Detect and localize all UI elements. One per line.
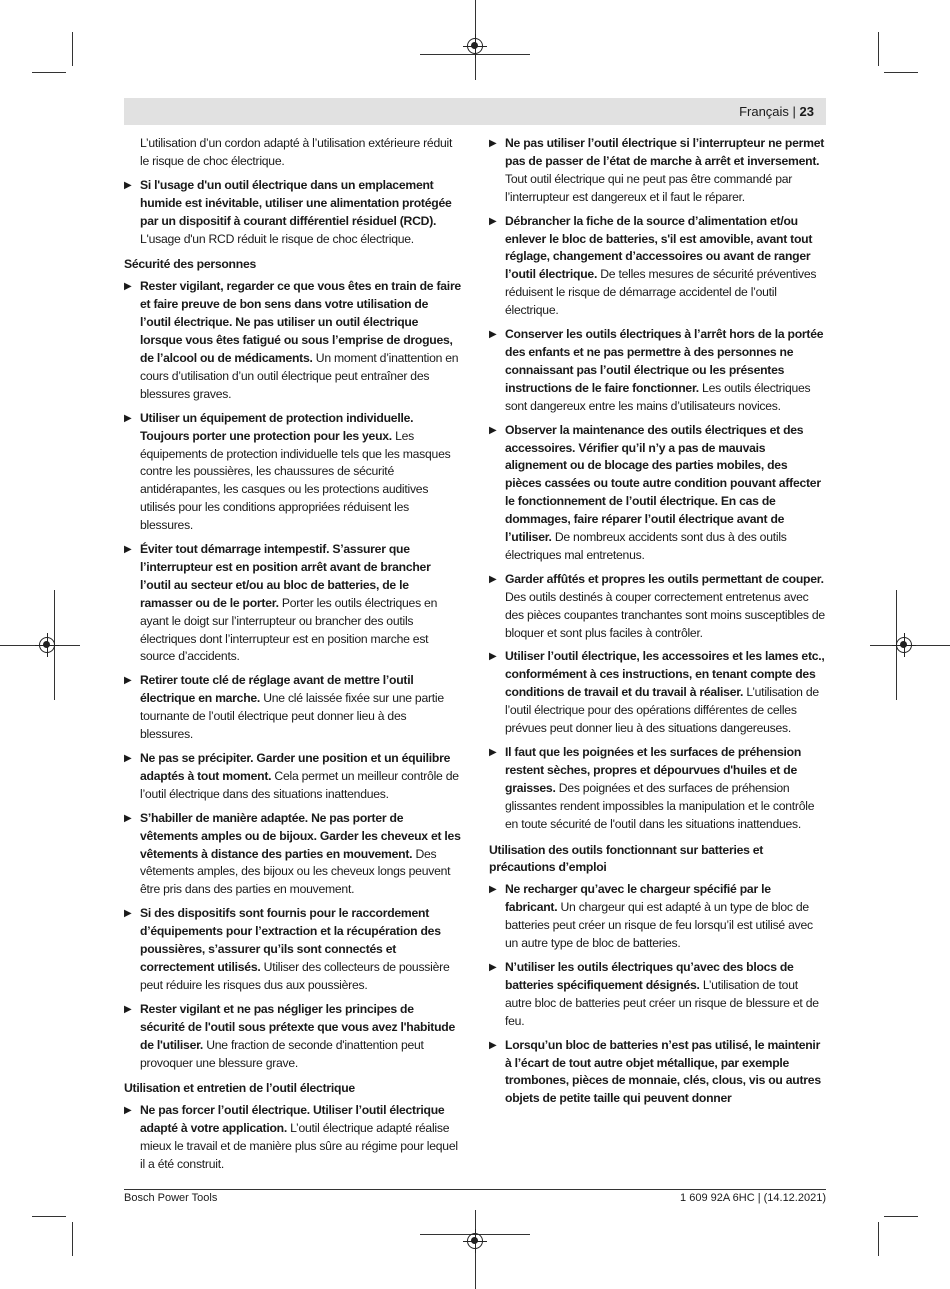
list-item: ▶ Éviter tout démarrage intempestif. S’assurer que l’interrupteur est en position arrêt avant de brancher l’outil au secteur et/ou au bloc de batteries, de le ramasser ou de le porter. Porter les outils électriques en ayant le doigt sur l’interrupteur ou brancher des outils électriques dont l’interrupteur est en position marche est source d’accidents. [124, 542, 438, 664]
list-item: ▶ Si des dispositifs sont fournis pour le raccordement d’équipements pour l’extraction et la récupération des poussières, s’assurer qu’ils sont connectés et correctement utilisés. Utiliser des collecteurs de poussière peut réduire les risques dus aux poussières. [124, 906, 450, 992]
list-item: ▶ Rester vigilant et ne pas négliger les principes de sécurité de l'outil sous prétexte que vous avez l'habitude de l'utiliser. Une fraction de seconde d'inattention peut provoquer une blessure grave. [124, 1001, 456, 1070]
registration-target-icon [39, 637, 55, 653]
crop-mark [32, 1216, 66, 1217]
list-item: ▶ Lorsqu’un bloc de batteries n’est pas utilisé, le maintenir à l’écart de tout autre objet métallique, par exemple trombones, pièces de monnaie, clés, clous, vis ou autres objets de petite taille qui peuvent donner [489, 1037, 821, 1106]
page-header [739, 104, 814, 119]
header-language: Français [739, 104, 789, 119]
left-column [124, 135, 461, 1180]
list-item: ▶ Ne pas se précipiter. Garder une position et un équilibre adaptés à tout moment. Cela permet un meilleur contrôle de l’outil électrique dans des situations inattendues. [124, 751, 459, 801]
footer-document-code: 1 609 92A 6HC | (14.12.2021) [680, 1192, 826, 1204]
list-item: ▶ Utiliser un équipement de protection individuelle. Toujours porter une protection pour les yeux. Les équipements de protection individuelle tels que les masques contre les poussières, les chaussures de sécurité antidérapantes, les casques ou les protections auditives utilisés pour les conditions appropriées réduisent les blessures. [124, 410, 451, 533]
list-item: ▶ Conserver les outils électriques à l’arrêt hors de la portée des enfants et ne pas permettre à des personnes ne connaissant pas l’outil électrique ou les présentes instructions de le faire fonctionner. Les outils électriques sont dangereux entre les mains d’utilisateurs novices. [489, 327, 824, 413]
crop-mark [878, 32, 879, 66]
arrow-bullet-icon: ▶ [124, 812, 132, 824]
list-item: ▶ Il faut que les poignées et les surfaces de préhension restent sèches, propres et dépourvues d'huiles et de graisses. Des poignées et des surfaces de préhension glissantes rendent impossibles la manipulation et le contrôle en toute sécurité de l'outil dans les situations inattendues. [489, 745, 815, 831]
arrow-bullet-icon: ▶ [489, 138, 497, 149]
list-item: ▶ Observer la maintenance des outils électriques et des accessoires. Vérifier qu’il n’y a pas de mauvais alignement ou de blocage des parties mobiles, des pièces cassées ou toute autre condition pouvant affecter le fonctionnement de l’outil électrique. En cas de dommages, faire réparer l’outil électrique avant de l’utiliser. De nombreux accidents sont dus à des outils électriques mal entretenus. [489, 422, 821, 562]
registration-target-icon [467, 1233, 483, 1249]
arrow-bullet-icon: ▶ [124, 1003, 132, 1015]
list-item: ▶ Ne pas utiliser l’outil électrique si l’interrupteur ne permet pas de passer de l’état de marche à arrêt et inversement. Tout outil électrique qui ne peut pas être commandé par l’interrupteur est dangereux et il faut le réparer. [489, 136, 825, 204]
right-column [489, 135, 826, 1114]
crop-mark [884, 72, 918, 73]
arrow-bullet-icon: ▶ [124, 908, 132, 920]
section-heading: Utilisation des outils fonctionnant sur batteries et précautions d’emploi [489, 842, 764, 875]
arrow-bullet-icon: ▶ [489, 651, 497, 663]
list-item: ▶ Utiliser l’outil électrique, les accessoires et les lames etc., conformément à ces instructions, en tenant compte des conditions de travail et du travail à réaliser. L’utilisation de l’outil électrique pour des opérations différentes de celles prévues peut donner lieu à des situations dangereuses. [489, 649, 825, 736]
section-heading: Sécurité des personnes [124, 257, 257, 272]
list-item: ▶ Débrancher la fiche de la source d’alimentation et/ou enlever le bloc de batteries, s'il est amovible, avant tout réglage, changement d’accessoires ou avant de ranger l’outil électrique. De telles mesures de sécurité préventives réduisent le risque de démarrage accidentel de l’outil électrique. [489, 213, 817, 318]
list-item: ▶ Garder affûtés et propres les outils permettant de couper. Des outils destinés à couper correctement entretenus avec des pièces coupantes tranchantes sont moins susceptibles de bloquer et sont plus faciles à contrôler. [489, 571, 825, 640]
crop-mark [884, 1216, 918, 1217]
list-item: ▶ Ne pas forcer l’outil électrique. Utiliser l’outil électrique adapté à votre application. L’outil électrique adapté réalise mieux le travail et de manière plus sûre au régime pour lequel il a été construit. [124, 1103, 458, 1172]
list-item: ▶ Ne recharger qu’avec le chargeur spécifié par le fabricant. Un chargeur qui est adapté à un type de bloc de batteries peut créer un risque de feu lorsqu’il est utilisé avec un autre type de bloc de batteries. [489, 882, 813, 951]
list-item: ▶ Si l'usage d'un outil électrique dans un emplacement humide est inévitable, utiliser une alimentation protégée par un dispositif à courant différentiel résiduel (RCD). L'usage d'un RCD réduit le risque de choc électrique. [124, 177, 452, 246]
arrow-bullet-icon: ▶ [124, 412, 132, 424]
header-separator: | [788, 104, 800, 119]
header-band [124, 98, 826, 125]
crop-mark [72, 32, 73, 66]
arrow-bullet-icon: ▶ [124, 753, 132, 764]
footer-divider [124, 1189, 826, 1190]
crop-mark [878, 1222, 879, 1256]
list-item: ▶ Retirer toute clé de réglage avant de mettre l’outil électrique en marche. Une clé laissée fixée sur une partie tournante de l’outil électrique peut donner lieu à des blessures. [124, 673, 444, 742]
arrow-bullet-icon: ▶ [489, 573, 497, 585]
list-item: ▶ Rester vigilant, regarder ce que vous êtes en train de faire et faire preuve de bon sens dans votre utilisation de l’outil électrique. Ne pas utiliser un outil électrique lorsque vous êtes fatigué ou sous l’emprise de drogues, de l’alcool ou de médicaments. Un moment d’inattention en cours d’utilisation d’un outil électrique peut entraîner des blessures graves. [124, 279, 461, 401]
page-number: 23 [799, 104, 814, 119]
section-heading: Utilisation et entretien de l’outil électrique [124, 1081, 355, 1096]
arrow-bullet-icon: ▶ [124, 1105, 132, 1117]
footer-brand: Bosch Power Tools [124, 1192, 218, 1204]
arrow-bullet-icon: ▶ [124, 544, 132, 556]
arrow-bullet-icon: ▶ [489, 747, 497, 758]
arrow-bullet-icon: ▶ [489, 1039, 497, 1051]
intro-paragraph: L’utilisation d’un cordon adapté à l’utilisation extérieure réduit le risque de choc électrique. [140, 136, 453, 168]
arrow-bullet-icon: ▶ [489, 424, 497, 436]
arrow-bullet-icon: ▶ [124, 675, 132, 687]
arrow-bullet-icon: ▶ [489, 329, 497, 341]
arrow-bullet-icon: ▶ [489, 961, 497, 973]
arrow-bullet-icon: ▶ [489, 215, 497, 227]
arrow-bullet-icon: ▶ [124, 281, 132, 293]
arrow-bullet-icon: ▶ [124, 179, 132, 191]
list-item: ▶ S’habiller de manière adaptée. Ne pas porter de vêtements amples ou de bijoux. Garder les cheveux et les vêtements à distance des parties en mouvement. Des vêtements amples, des bijoux ou les cheveux longs peuvent être pris dans des parties en mouvement. [124, 810, 461, 897]
crop-mark [72, 1222, 73, 1256]
registration-target-icon [896, 637, 912, 653]
registration-target-icon [467, 38, 483, 54]
arrow-bullet-icon: ▶ [489, 884, 497, 896]
list-item: ▶ N’utiliser les outils électriques qu’avec des blocs de batteries spécifiquement désignés. L’utilisation de tout autre bloc de batteries peut créer un risque de blessure et de feu. [489, 959, 819, 1028]
crop-mark [32, 72, 66, 73]
